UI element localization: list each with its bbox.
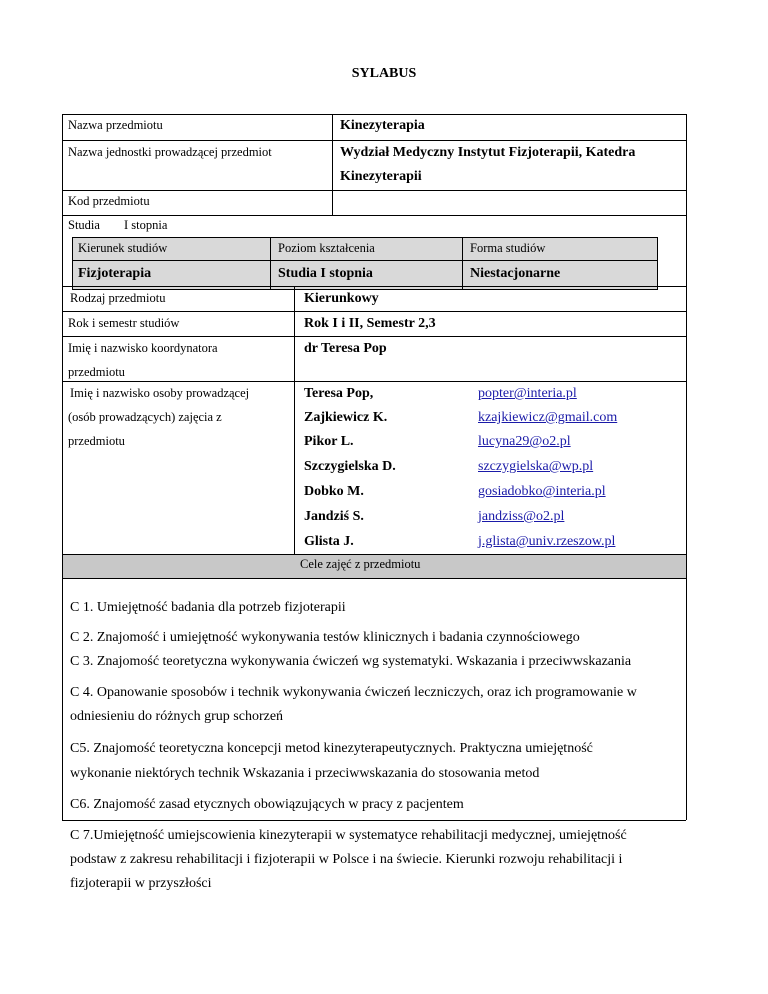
teacher-name: Teresa Pop, bbox=[304, 386, 374, 401]
study-label: Studia bbox=[68, 218, 100, 232]
course-name-value: Kinezyterapia bbox=[340, 118, 425, 133]
teacher-name: Pikor L. bbox=[304, 434, 354, 449]
teacher-email-link[interactable]: lucyna29@o2.pl bbox=[478, 434, 571, 449]
inner-header-level: Poziom kształcenia bbox=[278, 241, 375, 255]
unit-value-line2: Kinezyterapii bbox=[340, 169, 422, 184]
teachers-label-line1: Imię i nazwisko osoby prowadzącej bbox=[70, 386, 250, 400]
inner-header-field: Kierunek studiów bbox=[78, 241, 168, 255]
objective-line: C 2. Znajomość i umiejętność wykonywania testów klinicznych i badania czynnościowego bbox=[70, 630, 580, 645]
year-label: Rok i semestr studiów bbox=[68, 316, 180, 330]
type-value: Kierunkowy bbox=[304, 291, 379, 306]
teacher-email-link[interactable]: gosiadobko@interia.pl bbox=[478, 484, 606, 499]
inner-value-field: Fizjoterapia bbox=[78, 266, 152, 281]
objective-line: wykonanie niektórych technik Wskazania i przeciwwskazania do stosowania metod bbox=[70, 766, 540, 781]
teacher-email-link[interactable]: kzajkiewicz@gmail.com bbox=[478, 410, 618, 425]
teacher-name: Dobko M. bbox=[304, 484, 364, 499]
objective-line: C5. Znajomość teoretyczna koncepcji metod kinezyterapeutycznych. Praktyczna umiejętność bbox=[70, 741, 593, 756]
page-title: SYLABUS bbox=[351, 66, 417, 81]
study-level-label: I stopnia bbox=[124, 218, 168, 232]
objective-line: C 3. Znajomość teoretyczna wykonywania ćwiczeń wg systematyki. Wskazania i przeciwwskazania bbox=[70, 654, 632, 669]
teacher-email-link[interactable]: popter@interia.pl bbox=[478, 386, 577, 401]
teacher-email-link[interactable]: j.glista@univ.rzeszow.pl bbox=[478, 534, 616, 549]
teacher-name: Jandziś S. bbox=[304, 509, 364, 524]
coordinator-value: dr Teresa Pop bbox=[304, 341, 387, 356]
objective-line: podstaw z zakresu rehabilitacji i fizjoterapii w Polsce i na świecie. Kierunki rozwoju rehabilitacji i bbox=[70, 852, 623, 867]
objective-line: C 4. Opanowanie sposobów i technik wykonywania ćwiczeń leczniczych, oraz ich programowanie w bbox=[70, 685, 637, 700]
objective-line: C6. Znajomość zasad etycznych obowiązujących w pracy z pacjentem bbox=[70, 797, 464, 812]
objective-line: C 7.Umiejętność umiejscowienia kinezyterapii w systematyce rehabilitacji medycznej, umiejętność bbox=[70, 828, 627, 843]
inner-value-level: Studia I stopnia bbox=[278, 266, 373, 281]
teacher-name: Zajkiewicz K. bbox=[304, 410, 388, 425]
teacher-name: Glista J. bbox=[304, 534, 354, 549]
year-value: Rok I i II, Semestr 2,3 bbox=[304, 316, 436, 331]
objective-line: C 1. Umiejętność badania dla potrzeb fizjoterapii bbox=[70, 600, 346, 615]
course-name-label: Nazwa przedmiotu bbox=[68, 118, 163, 132]
coordinator-label-line1: Imię i nazwisko koordynatora bbox=[68, 341, 218, 355]
inner-header-form: Forma studiów bbox=[470, 241, 546, 255]
teachers-label-line3: przedmiotu bbox=[68, 434, 125, 448]
coordinator-label-line2: przedmiotu bbox=[68, 365, 125, 379]
inner-value-form: Niestacjonarne bbox=[470, 266, 561, 281]
objective-line: fizjoterapii w przyszłości bbox=[70, 876, 212, 891]
unit-label: Nazwa jednostki prowadzącej przedmiot bbox=[68, 145, 272, 159]
teacher-email-link[interactable]: jandziss@o2.pl bbox=[478, 509, 565, 524]
objectives-header: Cele zajęć z przedmiotu bbox=[300, 557, 421, 571]
teacher-email-link[interactable]: szczygielska@wp.pl bbox=[478, 459, 594, 474]
type-label: Rodzaj przedmiotu bbox=[70, 291, 166, 305]
unit-value-line1: Wydział Medyczny Instytut Fizjoterapii, Katedra bbox=[340, 145, 636, 160]
teacher-name: Szczygielska D. bbox=[304, 459, 396, 474]
code-label: Kod przedmiotu bbox=[68, 194, 150, 208]
teachers-label-line2: (osób prowadzących) zajęcia z bbox=[68, 410, 222, 424]
objective-line: odniesieniu do różnych grup schorzeń bbox=[70, 709, 284, 724]
